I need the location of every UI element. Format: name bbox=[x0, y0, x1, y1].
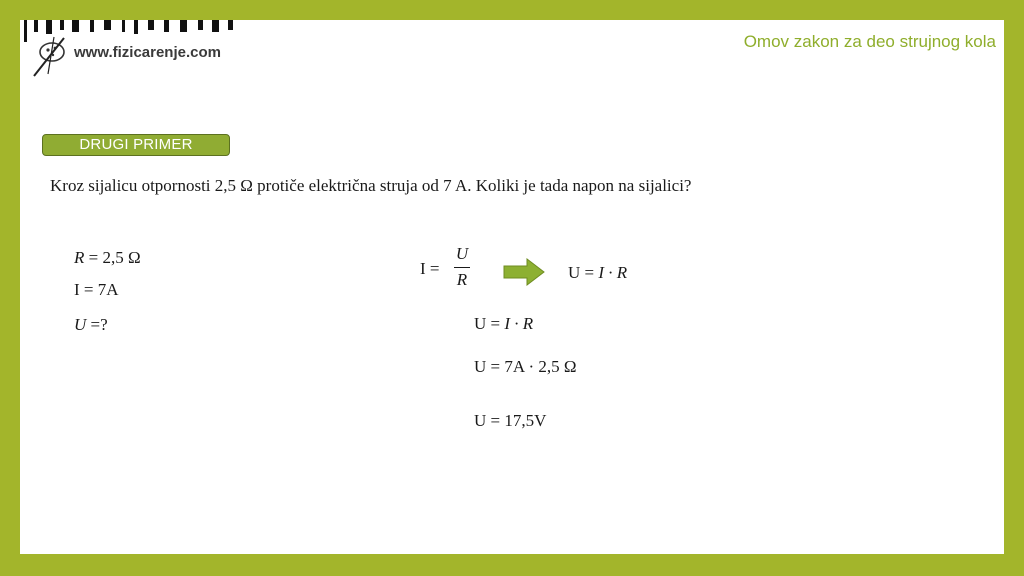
fraction-lhs: I = bbox=[420, 259, 440, 278]
solution-step-2: U = 7A · 2,5 Ω bbox=[474, 357, 577, 376]
derived-formula-prefix: U = bbox=[568, 263, 599, 282]
slide bbox=[20, 20, 1004, 554]
voltage-unknown: =? bbox=[86, 315, 108, 334]
derived-formula-expr: I · R bbox=[598, 263, 628, 282]
right-arrow-icon bbox=[503, 258, 545, 286]
slide-title: Omov zakon za deo strujnog kola bbox=[743, 32, 996, 51]
resistance-value: = 2,5 Ω bbox=[84, 248, 141, 267]
fraction-bar bbox=[454, 267, 470, 268]
step-1-prefix: U = bbox=[474, 314, 505, 333]
voltage-symbol: U bbox=[74, 315, 87, 334]
unknown-voltage bbox=[74, 315, 108, 335]
solution-result: U = 17,5V bbox=[474, 411, 547, 430]
step-1-expr: I · R bbox=[504, 314, 534, 333]
problem-text: Kroz sijalicu otpornosti 2,5 Ω protiče električna struja od 7 A. Koliki je tada napon na sijalici? bbox=[50, 176, 692, 195]
fizicarenje-logo-icon bbox=[28, 34, 74, 78]
fraction-denominator: R bbox=[456, 270, 468, 289]
solution-step-1 bbox=[474, 314, 533, 334]
section-badge: DRUGI PRIMER bbox=[42, 134, 230, 156]
resistance-symbol: R bbox=[74, 248, 85, 267]
logo-text: www.fizicarenje.com bbox=[74, 44, 221, 61]
derived-formula bbox=[568, 263, 627, 283]
logo bbox=[20, 20, 280, 92]
given-resistance bbox=[74, 248, 141, 268]
fraction-numerator: U bbox=[455, 244, 469, 263]
given-current: I = 7A bbox=[74, 280, 119, 299]
